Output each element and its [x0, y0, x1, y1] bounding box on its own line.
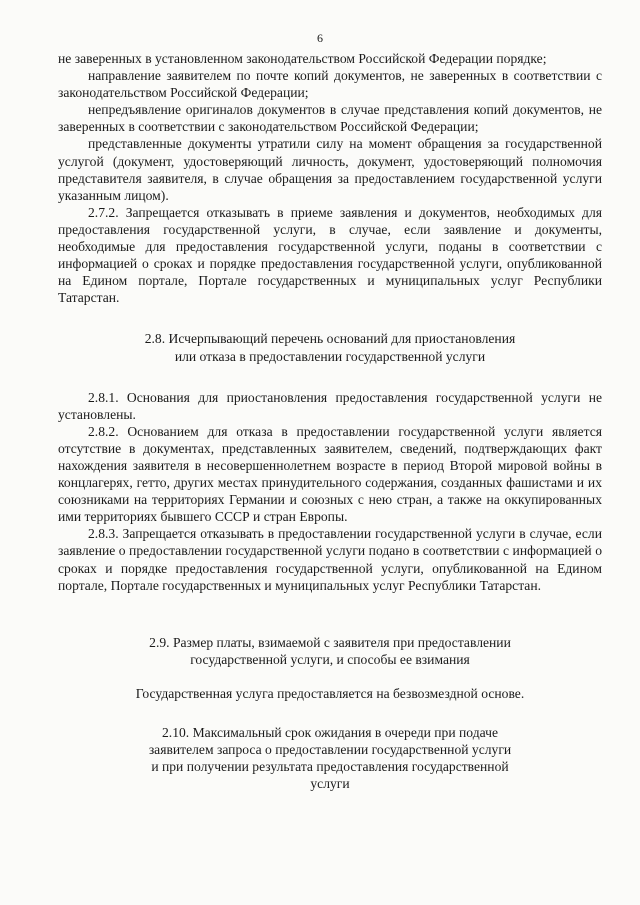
document-body: [58, 50, 602, 792]
paragraph-continuation: не заверенных в установленном законодательством Российской Федерации порядке;: [58, 51, 547, 66]
section-heading-2-10-line3: и при получении результата предоставления государственной: [151, 759, 509, 775]
page-number: 6: [317, 31, 323, 45]
paragraph-2-8-2: 2.8.2. Основанием для отказа в предоставлении государственной услуги является отсутствие в документах, представленных заявителем, сведений, подтверждающих факт нахождения заявителя в несовершеннолетнем возрасте в период Второй мировой войны в концлагерях, гетто, других местах принудительного содержания, созданных фашистами и их союзниками на территориях Германии и союзных с нею стран, а также на оккупированных ими территориях бывшего СССР и стран Европы.: [58, 423, 602, 525]
section-heading-2-8-line2: или отказа в предоставлении государственной услуги: [174, 348, 486, 364]
section-heading-2-10-line4: услуги: [310, 776, 350, 792]
paragraph-expired-documents: представленные документы утратили силу на момент обращения за государственной услугой (документ, удостоверяющий личность, документ, удостоверяющий полномочия представителя заявителя, в случае обращения за предоставлением государственной услуги указанным лицом).: [58, 136, 602, 203]
section-heading-2-10-line1: 2.10. Максимальный срок ожидания в очереди при подаче: [162, 725, 498, 740]
section-heading-2-10-line2: заявителем запроса о предоставлении государственной услуги: [148, 742, 512, 758]
section-heading-2-9-line2: государственной услуги, и способы ее взимания: [190, 651, 470, 667]
paragraph-2-7-2: 2.7.2. Запрещается отказывать в приеме заявления и документов, необходимых для предоставления государственной услуги, в случае, если заявление и документы, необходимые для предоставления государственной услуги, поданы в соответствии с информацией о сроках и порядке предоставления государственной услуги, опубликованной на Едином портале, Портале государственных и муниципальных услуг Республики Татарстан.: [58, 204, 602, 306]
paragraph-postal-copies: направление заявителем по почте копий документов, не заверенных в соответствии с законодательством Российской Федерации;: [58, 68, 602, 101]
section-heading-2-8-line1: 2.8. Исчерпывающий перечень оснований для приостановления: [144, 331, 516, 347]
paragraph-no-originals: непредъявление оригиналов документов в случае представления копий документов, не заверенных в соответствии с законодательством Российской Федерации;: [58, 102, 602, 135]
paragraph-2-8-3: 2.8.3. Запрещается отказывать в предоставлении государственной услуги в случае, если заявление о предоставлении государственной услуги подано в соответствии с информацией о сроках и порядке предоставления государственной услуги, опубликованной на Едином портале, Портале государственных и муниципальных услуг Республики Татарстан.: [58, 526, 602, 593]
section-heading-2-9-line1: 2.9. Размер платы, взимаемой с заявителя при предоставлении: [149, 634, 511, 650]
paragraph-free-of-charge: Государственная услуга предоставляется на безвозмездной основе.: [135, 685, 525, 701]
paragraph-2-8-1: 2.8.1. Основания для приостановления предоставления государственной услуги не установлены.: [58, 389, 602, 422]
